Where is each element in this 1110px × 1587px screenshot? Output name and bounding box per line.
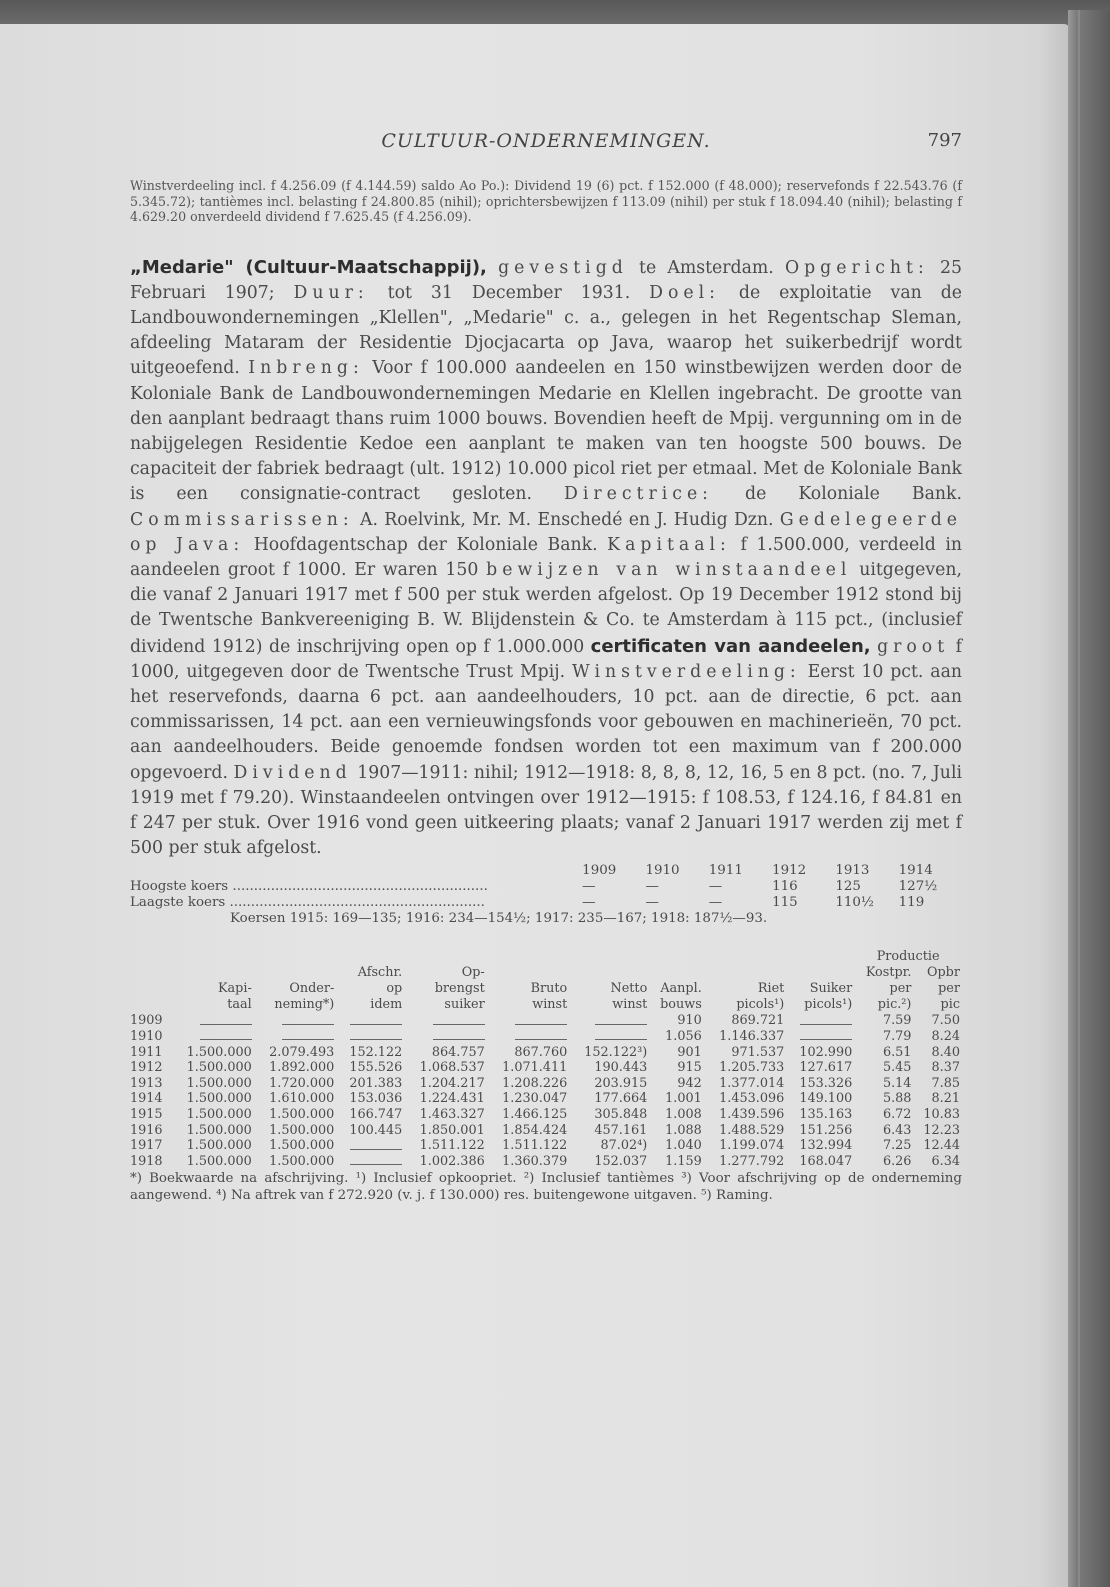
entry-text: Hoofdagentschap der Koloniale Bank. — [244, 534, 608, 555]
fin-cell — [404, 1013, 487, 1029]
fin-cell: 7.59 — [882, 1013, 912, 1029]
scan-top-edge — [0, 0, 1110, 26]
fin-cell: 1.001 — [665, 1091, 702, 1107]
fin-column-header: Kapi- — [217, 981, 252, 997]
fin-column-header: picols¹) — [804, 997, 853, 1013]
fin-cell: 1.500.000 — [186, 1138, 252, 1154]
dash-placeholder — [800, 1017, 852, 1025]
field-label: Winstverdeeling: — [571, 661, 801, 682]
fin-table-row — [130, 1045, 962, 1061]
fin-cell: 152.037 — [594, 1153, 648, 1169]
fin-table-row — [130, 1076, 962, 1092]
fin-row-year: 1914 — [130, 1091, 163, 1107]
fin-column-header — [487, 965, 570, 981]
fin-column-header — [130, 997, 171, 1013]
koersen-line: Koersen 1915: 169—135; 1916: 234—154½; 1917: 235—167; 1918: 187½—93. — [230, 911, 768, 927]
fin-cell: 1.040 — [665, 1138, 702, 1154]
dash-placeholder — [350, 1032, 402, 1040]
entry-text: A. Roelvink, Mr. M. Enschedé en J. Hudig Dzn. — [353, 509, 780, 530]
fin-cell: 869.721 — [731, 1013, 785, 1029]
koers-year: 1912 — [772, 863, 807, 879]
fin-cell: 1.439.596 — [719, 1106, 785, 1122]
entry-text: f 1.500.000, verdeeld in aandeelen groot f 1000. Er waren 150 — [130, 534, 962, 580]
koers-year: 1910 — [645, 863, 680, 879]
field-label: bewijzen van winstaandeel — [486, 559, 852, 580]
entry-text: 25 Februari 1907; — [130, 257, 962, 303]
fin-table-row — [130, 1154, 962, 1170]
fin-table-row — [130, 1107, 962, 1123]
fin-cell: 155.526 — [349, 1060, 403, 1076]
fin-table-row — [130, 1060, 962, 1076]
dash-placeholder — [433, 1017, 485, 1025]
fin-cell: 190.443 — [594, 1060, 648, 1076]
fin-column-header: Opbr — [927, 965, 960, 981]
fin-row-year: 1913 — [130, 1075, 163, 1091]
fin-cell: 8.40 — [931, 1044, 960, 1060]
koers-row — [130, 895, 962, 911]
fin-column-header — [569, 965, 649, 981]
koers-value: — — [582, 895, 596, 911]
fin-cell — [336, 1029, 404, 1045]
fin-table-row — [130, 1091, 962, 1107]
fin-cell: 1.146.337 — [719, 1028, 785, 1044]
fin-column-header: picols¹) — [736, 997, 785, 1013]
field-label: Opgericht: — [784, 257, 929, 278]
fin-cell: 1.500.000 — [186, 1060, 252, 1076]
fin-cell: 1.008 — [665, 1106, 702, 1122]
fin-column-header — [786, 965, 854, 981]
fin-column-header — [649, 965, 704, 981]
fin-cell: 5.88 — [882, 1091, 912, 1107]
field-label: Doel: — [649, 282, 720, 303]
dash-placeholder — [433, 1032, 485, 1040]
fin-group-header: Productie — [876, 949, 940, 965]
fin-column-header: Netto — [610, 981, 648, 997]
fin-cell — [487, 1029, 570, 1045]
koers-label-spacer — [130, 863, 582, 879]
fin-column-header: bouws — [660, 997, 702, 1013]
field-label: Kapitaal: — [607, 534, 731, 555]
fin-cell — [254, 1029, 337, 1045]
fin-cell: 1.854.424 — [502, 1122, 568, 1138]
fin-cell: 1.500.000 — [269, 1122, 335, 1138]
fin-cell: 1.377.014 — [719, 1075, 785, 1091]
fin-cell: 901 — [677, 1044, 702, 1060]
fin-cell: 6.43 — [882, 1122, 912, 1138]
fin-header-row — [130, 965, 962, 981]
fin-cell — [336, 1013, 404, 1029]
fin-cell: 867.760 — [514, 1044, 568, 1060]
fin-cell: 1.500.000 — [186, 1075, 252, 1091]
fin-cell: 7.25 — [882, 1138, 912, 1154]
fin-cell: 1.224.431 — [419, 1091, 485, 1107]
fin-header-spacer — [487, 949, 570, 965]
koers-year: 1913 — [835, 863, 870, 879]
fin-cell: 1.204.217 — [419, 1075, 485, 1091]
fin-column-header: Aanpl. — [660, 981, 702, 997]
koers-row — [130, 879, 962, 895]
fin-cell: 1.511.122 — [502, 1138, 568, 1154]
fin-header-spacer — [649, 949, 704, 965]
fin-column-header: neming*) — [274, 997, 335, 1013]
fin-cell — [786, 1029, 854, 1045]
fin-cell: 5.14 — [882, 1075, 912, 1091]
bold-phrase: certificaten van aandeelen, — [590, 635, 871, 657]
entry-text: de exploitatie van de Landbouwondernemingen „Klellen", „Medarie" c. a., gelegen in het Regentschap Sleman, afdeeling Mataram der Residentie Djocjacarta op Java, waarop het suikerbedrijf wordt uitgeoefend. — [130, 282, 962, 379]
koers-value: 115 — [772, 895, 798, 911]
fin-cell: 7.79 — [882, 1028, 912, 1044]
fin-column-header: Kostpr. — [865, 965, 912, 981]
fin-cell: 1.500.000 — [269, 1138, 335, 1154]
dash-placeholder — [200, 1017, 252, 1025]
fin-row-year: 1915 — [130, 1106, 163, 1122]
fin-group-header-row — [130, 949, 962, 965]
fin-header-row — [130, 981, 962, 997]
fin-cell: 1.500.000 — [186, 1091, 252, 1107]
fin-cell: 1.360.379 — [502, 1153, 568, 1169]
fin-cell: 201.383 — [349, 1075, 403, 1091]
fin-cell: 971.537 — [731, 1044, 785, 1060]
fin-cell: 1.159 — [665, 1153, 702, 1169]
previous-entry-tail: Winstverdeeling incl. f 4.256.09 (f 4.144.59) saldo Ao Po.): Dividend 19 (6) pct. f 152.000 (f 48.000); reservefonds f 22.543.76 (f 5.345.72); tantièmes incl. belasting f 24.800.85 (nihil); oprichtersbewijzen f 113.09 (nihil) per stuk f 18.094.40 (nihil); belasting f 4.629.20 onverdeeld dividend f 7.625.45 (f 4.256.09). — [130, 178, 962, 224]
fin-column-header — [171, 965, 254, 981]
fin-cell: 8.24 — [931, 1028, 960, 1044]
koers-year: 1911 — [708, 863, 743, 879]
fin-column-header: op — [386, 981, 403, 997]
fin-column-header: winst — [532, 997, 568, 1013]
fin-cell: 203.915 — [594, 1075, 648, 1091]
fin-cell — [786, 1013, 854, 1029]
fin-row-year: 1910 — [130, 1028, 163, 1044]
entry-text: 1907—1911: nihil; 1912—1918: 8, 8, 8, 12, 16, 5 en 8 pct. (no. 7, Juli 1919 met f 79.20). Winstaandeelen ontvingen over 1912—1915: f 108.53, f 124.16, f 84.81 en f 247 per stuk. Over 1916 vond geen uitkeering plaats; vanaf 2 Januari 1917 werden zij met f 500 per stuk afgelost. — [130, 762, 962, 859]
fin-cell: 132.994 — [799, 1138, 853, 1154]
fin-column-header: Bruto — [530, 981, 568, 997]
fin-row-year: 1912 — [130, 1060, 163, 1076]
page-content — [130, 130, 962, 1204]
fin-cell: 153.326 — [799, 1075, 853, 1091]
company-entry — [130, 255, 962, 862]
fin-cell — [254, 1013, 337, 1029]
fin-cell: 135.163 — [799, 1106, 853, 1122]
fin-cell: 6.72 — [882, 1106, 912, 1122]
koers-value: 125 — [835, 879, 861, 895]
fin-header-spacer — [254, 949, 337, 965]
field-label: gevestigd — [498, 257, 628, 278]
fin-table-row — [130, 1013, 962, 1029]
fin-cell: 864.757 — [431, 1044, 485, 1060]
dash-placeholder — [282, 1032, 334, 1040]
fin-header-spacer — [786, 949, 854, 965]
fin-row-year: 1918 — [130, 1153, 163, 1169]
fin-header-spacer — [336, 949, 404, 965]
fin-cell: 7.85 — [931, 1075, 960, 1091]
fin-cell: 305.848 — [594, 1106, 648, 1122]
fin-cell: 87.02⁴) — [600, 1138, 648, 1154]
fin-cell: 102.990 — [799, 1044, 853, 1060]
dash-placeholder — [350, 1017, 402, 1025]
fin-cell: 6.26 — [882, 1153, 912, 1169]
fin-cell — [487, 1013, 570, 1029]
field-label: Inbreng: — [248, 358, 364, 379]
dash-placeholder — [800, 1032, 852, 1040]
entry-text: uitgegeven, die vanaf 2 Januari 1917 met f 500 per stuk werden afgelost. Op 19 December 1912 stond bij de Twentsche Bankvereeniging B. W. Blijdenstein & Co. te Amsterdam à 115 pct., (inclusief dividend 1912) de inschrijving open op f 1.000.000 — [130, 559, 963, 657]
fin-cell: 457.161 — [594, 1122, 648, 1138]
koers-value: 119 — [898, 895, 925, 911]
fin-column-header — [130, 981, 171, 997]
fin-column-header: winst — [612, 997, 648, 1013]
dash-placeholder — [350, 1142, 402, 1150]
fin-cell: 1.720.000 — [269, 1075, 335, 1091]
fin-cell: 6.51 — [882, 1044, 912, 1060]
fin-cell: 6.34 — [931, 1153, 960, 1169]
fin-column-header: Afschr. — [357, 965, 403, 981]
fin-table-row — [130, 1138, 962, 1154]
field-label: Commissarissen: — [130, 509, 354, 530]
fin-column-header: per — [889, 981, 912, 997]
dash-placeholder — [595, 1032, 647, 1040]
fin-cell: 1.277.792 — [719, 1153, 785, 1169]
fin-column-header: Riet — [757, 981, 785, 997]
fin-cell: 12.23 — [923, 1122, 960, 1138]
fin-cell: 1.892.000 — [269, 1060, 335, 1076]
fin-cell: 942 — [677, 1075, 702, 1091]
fin-cell — [569, 1029, 649, 1045]
koers-row-label: Laagste koers ............................................................ — [130, 895, 485, 911]
fin-cell: 910 — [677, 1013, 702, 1029]
koers-value: 116 — [772, 879, 798, 895]
fin-cell: 1.208.226 — [502, 1075, 568, 1091]
book-binding — [1068, 10, 1110, 1587]
fin-column-header: brengst — [434, 981, 485, 997]
koers-year: 1914 — [898, 863, 933, 879]
field-label: Dividend — [233, 762, 352, 783]
fin-column-header: Op- — [461, 965, 485, 981]
koers-year-row — [130, 863, 962, 879]
koers-value: — — [582, 879, 596, 895]
fin-cell: 152.122³) — [584, 1044, 648, 1060]
dash-placeholder — [515, 1032, 567, 1040]
entry-text: de Koloniale Bank. — [713, 484, 962, 505]
entry-text: Voor f 100.000 aandeelen en 150 winstbewijzen werden door de Koloniale Bank de Landbouwondernemingen Medarie en Klellen ingebracht. De grootte van den aanplant bedraagt thans ruim 1000 bouws. Bovendien heeft de Mpij. vergunning om in de nabijgelegen Residentie Kedoe een aanplant te maken van ten hoogste 500 bouws. De capaciteit der fabriek bedraagt (ult. 1912) 10.000 picol riet per etmaal. Met de Koloniale Bank is een consignatie-contract gesloten. — [130, 358, 962, 505]
fin-column-header — [130, 965, 171, 981]
fin-cell: 127.617 — [799, 1060, 853, 1076]
fin-cell: 1.500.000 — [269, 1106, 335, 1122]
fin-cell: 100.445 — [349, 1122, 403, 1138]
koers-value: — — [708, 879, 723, 895]
fin-cell: 1.488.529 — [719, 1122, 785, 1138]
running-title: CULTUUR-ONDERNEMINGEN. — [381, 130, 711, 152]
koers-value: — — [645, 895, 659, 911]
koers-value: 127½ — [898, 879, 938, 895]
fin-column-header: Onder- — [289, 981, 335, 997]
fin-cell — [171, 1029, 254, 1045]
field-label: Duur: — [293, 282, 369, 303]
fin-row-year: 1916 — [130, 1122, 163, 1138]
fin-cell: 153.036 — [349, 1091, 403, 1107]
fin-cell — [336, 1138, 404, 1154]
page-number: 797 — [927, 130, 962, 151]
fin-cell — [569, 1013, 649, 1029]
fin-header-spacer — [569, 949, 649, 965]
stock-price-table — [130, 863, 962, 911]
fin-cell: 1.500.000 — [186, 1106, 252, 1122]
fin-column-header: suiker — [444, 997, 485, 1013]
entry-text: f 1000, uitgegeven door de Twentsche Trust Mpij. — [130, 636, 962, 682]
fin-cell — [404, 1029, 487, 1045]
fin-cell: 1.002.386 — [419, 1153, 485, 1169]
entry-text: tot 31 December 1931. — [368, 282, 650, 303]
dash-placeholder — [350, 1157, 402, 1165]
fin-row-year: 1911 — [130, 1044, 163, 1060]
financial-results-table — [130, 949, 962, 1169]
fin-cell: 1.199.074 — [719, 1138, 785, 1154]
fin-header-spacer — [130, 949, 171, 965]
fin-column-header: per — [938, 981, 960, 997]
fin-cell — [171, 1013, 254, 1029]
fin-table-row — [130, 1123, 962, 1139]
fin-header-spacer — [704, 949, 787, 965]
fin-cell: 166.747 — [349, 1106, 403, 1122]
company-name: „Medarie" (Cultuur-Maatschappij), — [130, 256, 487, 278]
fin-cell: 7.50 — [931, 1013, 960, 1029]
fin-header-row — [130, 997, 962, 1013]
fin-cell: 177.664 — [594, 1091, 648, 1107]
entry-text: te Amsterdam. — [627, 257, 785, 278]
fin-column-header: Suiker — [809, 981, 853, 997]
fin-cell: 1.056 — [665, 1028, 702, 1044]
fin-column-header — [254, 965, 337, 981]
fin-table-row — [130, 1029, 962, 1045]
fin-cell: 152.122 — [349, 1044, 403, 1060]
fin-cell: 1.088 — [665, 1122, 702, 1138]
dash-placeholder — [595, 1017, 647, 1025]
fin-cell: 1.610.000 — [269, 1091, 335, 1107]
fin-cell: 1.463.327 — [419, 1106, 485, 1122]
fin-cell: 1.850.001 — [419, 1122, 485, 1138]
dash-placeholder — [282, 1017, 334, 1025]
fin-cell: 1.453.096 — [719, 1091, 785, 1107]
fin-cell: 1.071.411 — [502, 1060, 568, 1076]
fin-row-year: 1909 — [130, 1013, 163, 1029]
fin-cell: 915 — [677, 1060, 702, 1076]
fin-column-header: idem — [370, 997, 403, 1013]
fin-cell: 5.45 — [882, 1060, 912, 1076]
dash-placeholder — [515, 1017, 567, 1025]
koers-value: — — [708, 895, 723, 911]
fin-column-header: taal — [227, 997, 252, 1013]
fin-column-header: pic.²) — [877, 997, 912, 1013]
field-label: Gedelegeerde op Java: — [130, 509, 962, 555]
field-label: groot — [877, 636, 950, 657]
fin-cell: 8.21 — [931, 1091, 960, 1107]
koers-value: — — [645, 879, 659, 895]
koers-year: 1909 — [582, 863, 617, 879]
koers-value: 110½ — [835, 895, 874, 911]
fin-cell: 168.047 — [799, 1153, 853, 1169]
fin-cell: 8.37 — [931, 1060, 960, 1076]
entry-text: Eerst 10 pct. aan het reservefonds, daarna 6 pct. aan aandeelhouders, 10 pct. aan de directie, 6 pct. aan commissarissen, 14 pct. aan een vernieuwingsfonds voor gebouwen en machinerieën, 70 pct. aan aandeelhouders. Beide genoemde fondsen worden tot een maximum van f 200.000 opgevoerd. — [130, 661, 963, 783]
fin-cell: 151.256 — [799, 1122, 853, 1138]
dash-placeholder — [200, 1032, 252, 1040]
fin-cell: 1.511.122 — [419, 1138, 485, 1154]
fin-cell: 2.079.493 — [269, 1044, 335, 1060]
field-label: Directrice: — [563, 484, 713, 505]
fin-cell: 1.466.125 — [502, 1106, 568, 1122]
fin-column-header: pic — [940, 997, 960, 1013]
fin-cell: 1.500.000 — [186, 1044, 252, 1060]
fin-cell: 12.44 — [923, 1138, 960, 1154]
table-footnotes: *) Boekwaarde na afschrijving. ¹) Inclusief opkoopriet. ²) Inclusief tantièmes ³) Voor afschrijving op de onderneming aangewend. ⁴) Na aftrek van f 272.920 (v. j. f 130.000) res. buitengewone uitgaven. ⁵) Raming. — [130, 1171, 962, 1203]
fin-cell — [336, 1154, 404, 1170]
fin-column-header — [704, 965, 787, 981]
fin-cell: 1.230.047 — [502, 1091, 568, 1107]
fin-cell: 10.83 — [923, 1106, 960, 1122]
fin-cell: 1.500.000 — [186, 1153, 252, 1169]
fin-header-spacer — [171, 949, 254, 965]
fin-row-year: 1917 — [130, 1138, 163, 1154]
koers-row-label: Hoogste koers ............................................................ — [130, 879, 488, 895]
fin-cell: 1.205.733 — [719, 1060, 785, 1076]
fin-header-spacer — [404, 949, 487, 965]
fin-cell: 1.500.000 — [186, 1122, 252, 1138]
fin-cell: 1.500.000 — [269, 1153, 335, 1169]
fin-cell: 1.068.537 — [419, 1060, 485, 1076]
running-head — [130, 130, 962, 160]
fin-cell: 149.100 — [799, 1091, 853, 1107]
